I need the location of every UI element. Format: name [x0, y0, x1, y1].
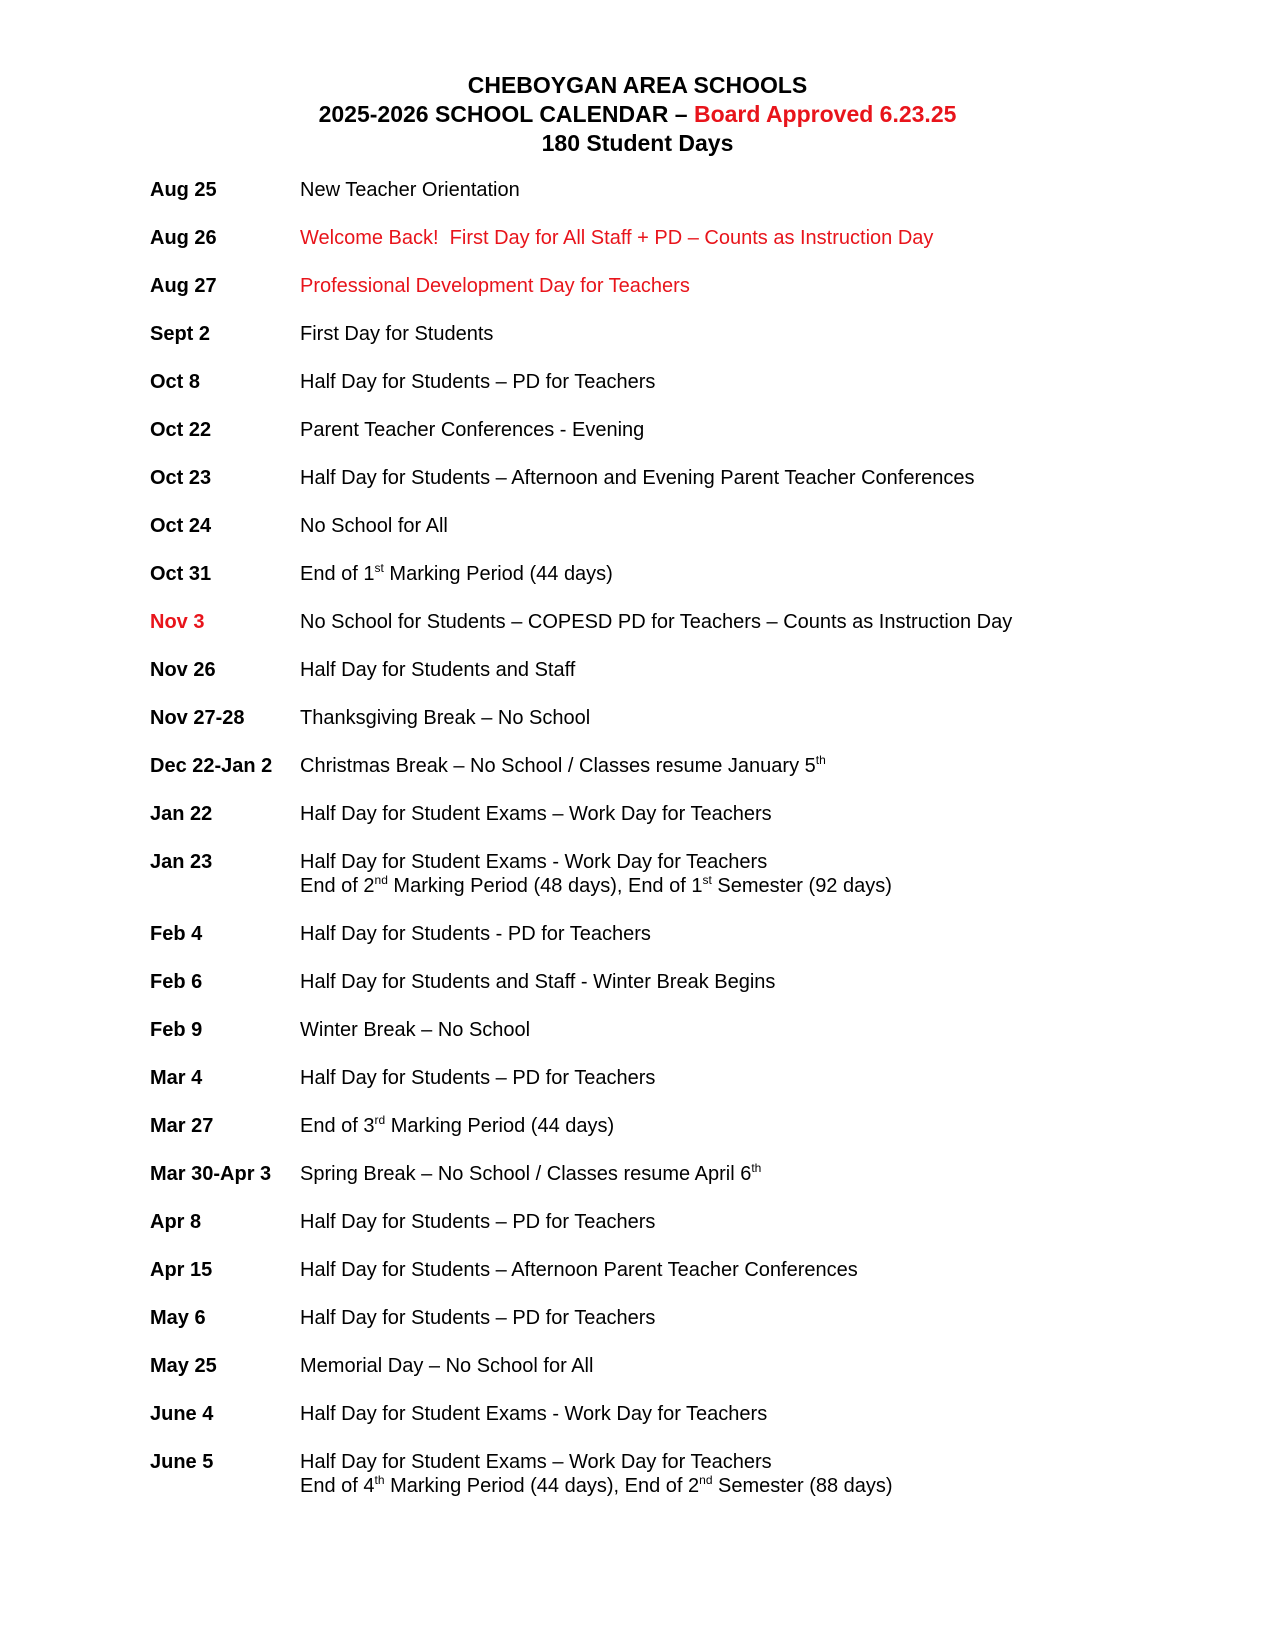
entry-line: [300, 1474, 893, 1498]
ordinal-suffix: th: [815, 753, 826, 767]
entry-description: No School for Students – COPESD PD for Teachers – Counts as Instruction Day: [300, 611, 1013, 633]
entry-date: Jan 22: [150, 803, 213, 825]
calendar-entry: [150, 922, 1250, 970]
calendar-entry: [150, 466, 1250, 514]
calendar-title: [0, 100, 1275, 129]
entry-date: Jan 23: [150, 851, 213, 873]
entry-line: Half Day for Student Exams – Work Day for Teachers: [300, 1451, 772, 1473]
entry-text: Marking Period (48 days), End of 1: [387, 875, 703, 897]
entry-date: Nov 26: [150, 659, 216, 681]
calendar-entry: [150, 850, 1250, 922]
entry-description: Half Day for Student Exams - Work Day for Teachers: [300, 1403, 768, 1425]
calendar-entries: [150, 178, 1250, 1522]
entry-date: Feb 6: [150, 971, 203, 993]
board-approval-note: Board Approved 6.23.25: [693, 101, 957, 127]
calendar-entry: [150, 1402, 1250, 1450]
entry-text: Spring Break – No School / Classes resume April 6: [300, 1163, 752, 1185]
entry-date: Sept 2: [150, 323, 211, 345]
entry-text: Semester (92 days): [711, 875, 892, 897]
entry-date: May 6: [150, 1307, 206, 1329]
ordinal-suffix: nd: [374, 873, 388, 887]
entry-description: [300, 1450, 893, 1498]
entry-description: Winter Break – No School: [300, 1019, 531, 1041]
calendar-entry: [150, 322, 1250, 370]
entry-date: Feb 9: [150, 1019, 203, 1041]
entry-description: [300, 1114, 614, 1138]
calendar-entry: [150, 802, 1250, 850]
entry-text: Marking Period (44 days), End of 2: [384, 1475, 700, 1497]
entry-date: Nov 3: [150, 611, 205, 633]
calendar-entry: [150, 226, 1250, 274]
calendar-entry: [150, 1066, 1250, 1114]
entry-description: Half Day for Students and Staff: [300, 659, 576, 681]
entry-description: Half Day for Students – Afternoon and Evening Parent Teacher Conferences: [300, 467, 975, 489]
entry-date: June 5: [150, 1451, 214, 1473]
calendar-entry: [150, 418, 1250, 466]
entry-description: No School for All: [300, 515, 448, 537]
calendar-entry: [150, 370, 1250, 418]
entry-description: Thanksgiving Break – No School: [300, 707, 591, 729]
entry-date: Aug 25: [150, 179, 217, 201]
entry-text: End of 4: [300, 1475, 375, 1497]
student-days-subtitle: 180 Student Days: [541, 130, 734, 156]
entry-description: Welcome Back! First Day for All Staff + PD – Counts as Instruction Day: [300, 227, 934, 249]
calendar-entry: [150, 1306, 1250, 1354]
calendar-entry: [150, 1018, 1250, 1066]
entry-date: Mar 30-Apr 3: [150, 1163, 272, 1185]
entry-date: May 25: [150, 1355, 217, 1377]
entry-description: Half Day for Students - PD for Teachers: [300, 923, 651, 945]
calendar-entry: [150, 274, 1250, 322]
entry-description: Memorial Day – No School for All: [300, 1355, 594, 1377]
calendar-entry: [150, 658, 1250, 706]
entry-text: Semester (88 days): [712, 1475, 893, 1497]
entry-description: [300, 1162, 761, 1186]
entry-date: Aug 27: [150, 275, 217, 297]
entry-description: First Day for Students: [300, 323, 494, 345]
ordinal-suffix: st: [374, 561, 384, 575]
calendar-year-title: 2025-2026 SCHOOL CALENDAR –: [318, 101, 688, 127]
entry-description: [300, 562, 613, 586]
entry-description: [300, 850, 892, 898]
ordinal-suffix: nd: [699, 1473, 713, 1487]
entry-date: Dec 22-Jan 2: [150, 755, 273, 777]
entry-line: Half Day for Student Exams - Work Day for Teachers: [300, 851, 768, 873]
calendar-entry: [150, 970, 1250, 1018]
ordinal-suffix: th: [751, 1161, 762, 1175]
entry-text: End of 3: [300, 1115, 375, 1137]
entry-date: Oct 24: [150, 515, 212, 537]
ordinal-suffix: st: [702, 873, 712, 887]
entry-date: Oct 23: [150, 467, 212, 489]
entry-date: June 4: [150, 1403, 214, 1425]
entry-text: End of 2: [300, 875, 375, 897]
ordinal-suffix: rd: [374, 1113, 386, 1127]
entry-description: Half Day for Student Exams – Work Day for Teachers: [300, 803, 772, 825]
entry-description: Half Day for Students – Afternoon Parent Teacher Conferences: [300, 1259, 858, 1281]
entry-date: Apr 15: [150, 1259, 213, 1281]
calendar-entry: [150, 562, 1250, 610]
entry-date: Feb 4: [150, 923, 203, 945]
calendar-entry: [150, 1114, 1250, 1162]
entry-text: Marking Period (44 days): [383, 563, 613, 585]
calendar-entry: [150, 514, 1250, 562]
entry-text: Marking Period (44 days): [385, 1115, 615, 1137]
entry-description: Half Day for Students – PD for Teachers: [300, 1067, 656, 1089]
calendar-entry: [150, 610, 1250, 658]
entry-description: [300, 754, 826, 778]
entry-date: Oct 31: [150, 563, 212, 585]
entry-description: Half Day for Students – PD for Teachers: [300, 1307, 656, 1329]
entry-description: Professional Development Day for Teachers: [300, 275, 690, 297]
entry-date: Nov 27-28: [150, 707, 245, 729]
entry-date: Apr 8: [150, 1211, 202, 1233]
entry-description: Half Day for Students – PD for Teachers: [300, 371, 656, 393]
calendar-entry: [150, 1354, 1250, 1402]
calendar-entry: [150, 1258, 1250, 1306]
entry-text: End of 1: [300, 563, 375, 585]
calendar-entry: [150, 1210, 1250, 1258]
district-title: CHEBOYGAN AREA SCHOOLS: [467, 72, 808, 98]
entry-date: Mar 4: [150, 1067, 203, 1089]
entry-description: New Teacher Orientation: [300, 179, 520, 201]
entry-description: Half Day for Students – PD for Teachers: [300, 1211, 656, 1233]
entry-text: Christmas Break – No School / Classes resume January 5: [300, 755, 816, 777]
entry-date: Oct 8: [150, 371, 201, 393]
calendar-entry: [150, 1450, 1250, 1522]
entry-line: [300, 874, 892, 898]
calendar-entry: [150, 178, 1250, 226]
entry-date: Aug 26: [150, 227, 217, 249]
calendar-entry: [150, 706, 1250, 754]
entry-description: Half Day for Students and Staff - Winter Break Begins: [300, 971, 776, 993]
calendar-entry: [150, 754, 1250, 802]
entry-date: Oct 22: [150, 419, 212, 441]
entry-date: Mar 27: [150, 1115, 214, 1137]
ordinal-suffix: th: [374, 1473, 385, 1487]
calendar-header: [0, 71, 1275, 158]
calendar-entry: [150, 1162, 1250, 1210]
entry-description: Parent Teacher Conferences - Evening: [300, 419, 645, 441]
